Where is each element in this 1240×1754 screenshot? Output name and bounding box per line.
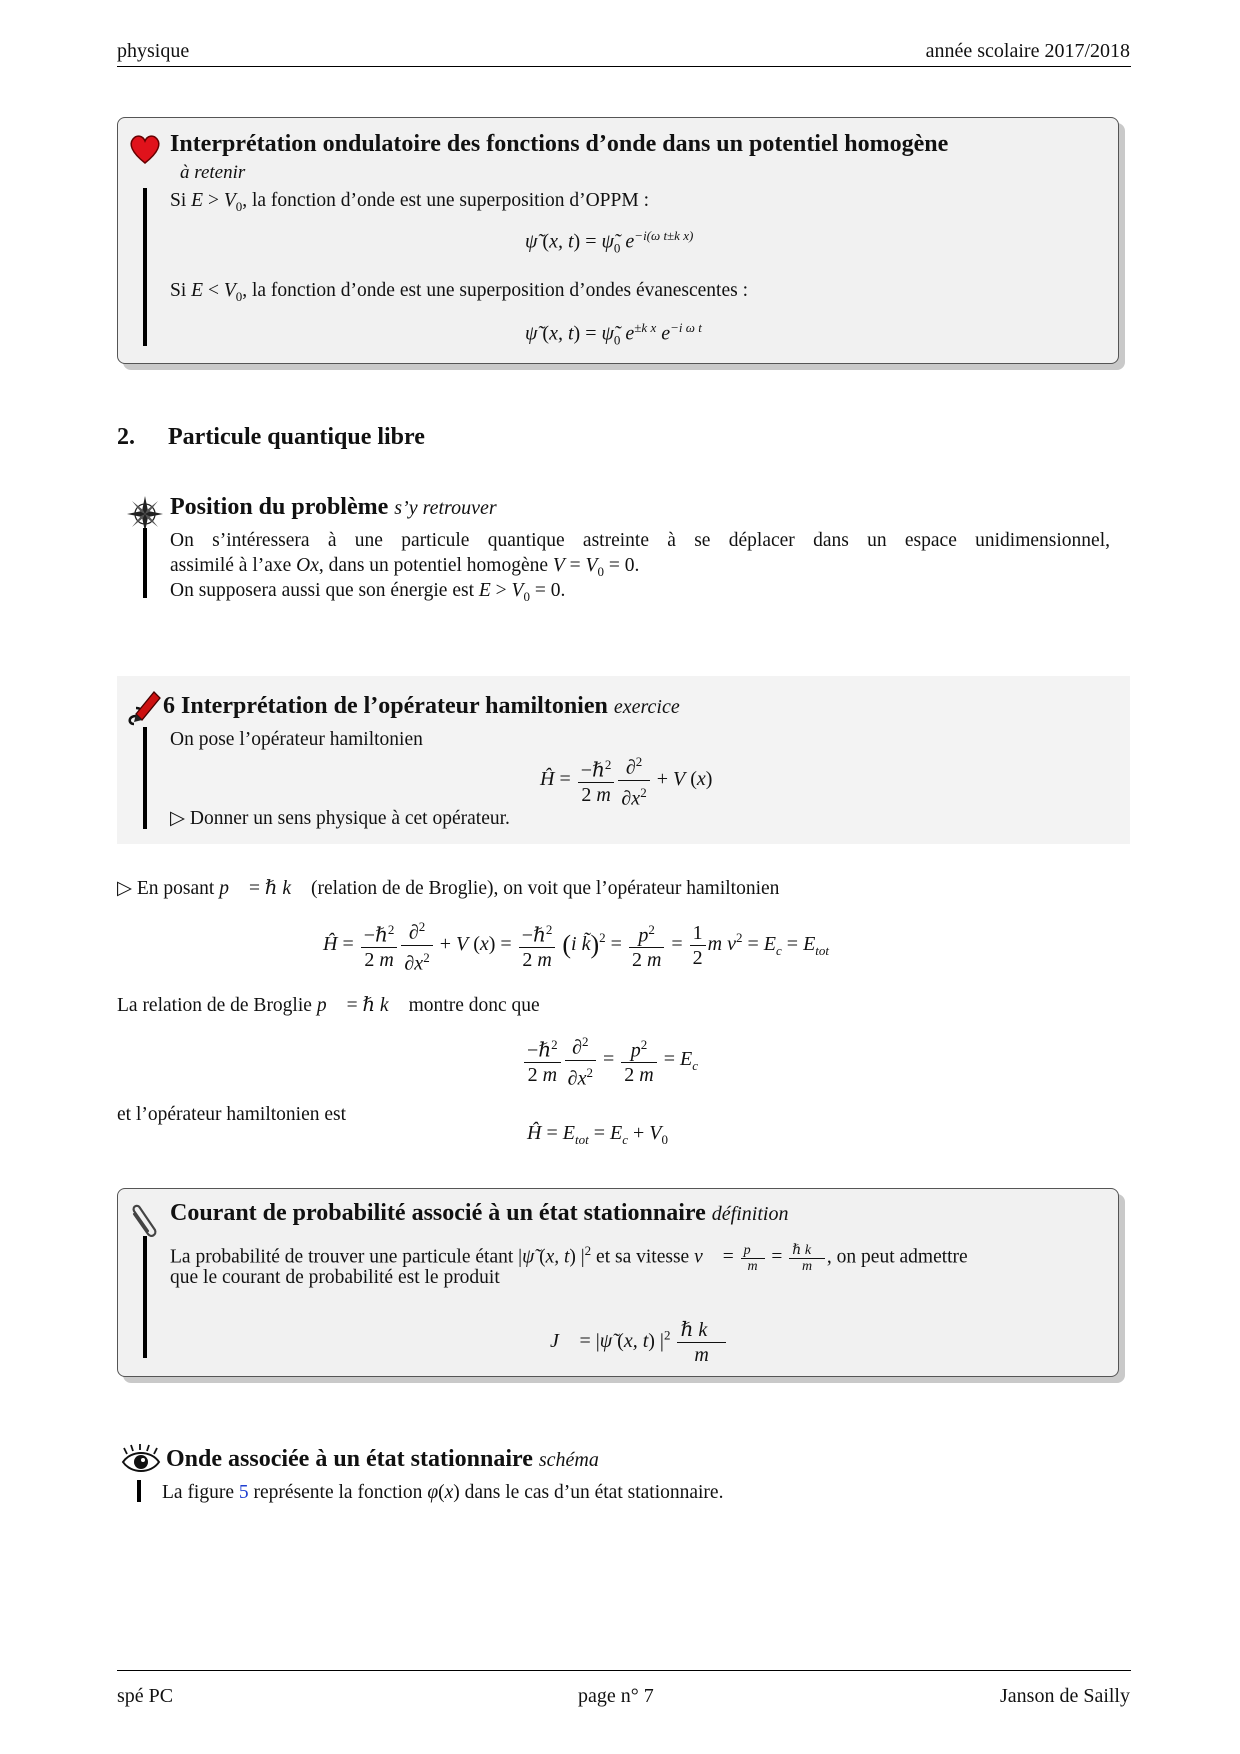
onde-title: Onde associée à un état stationnaire schéma <box>166 1446 599 1472</box>
retenir-title: Interprétation ondulatoire des fonctions d’onde dans un potentiel homogène <box>170 131 949 157</box>
header-left: physique <box>117 40 190 62</box>
answer-line2: La relation de de Broglie p⃗ = ℏ k⃗ montre donc que <box>117 995 540 1016</box>
answer-line1: ▷ En posant p⃗ = ℏ k⃗ (relation de de Broglie), on voit que l’opérateur hamiltonien <box>117 878 780 899</box>
onde-line: La figure 5 représente la fonction φ(x) dans le cas d’un état stationnaire. <box>162 1482 724 1503</box>
definition-bar <box>143 1236 147 1358</box>
header-rule <box>117 66 1131 67</box>
retenir-bar <box>143 188 147 346</box>
retenir-eq2: ψ̃ (x, $t) = \psĩ_0$ $e^{\pm k x}$ $e^{-i \omega t}$ <box>525 320 702 348</box>
definition-line1: La probabilité de trouver une particule étant |ψ̃ (x, t) $|^2$ et sa vitesse v⃗ = $\frac{p⃗}{m}$ = $\frac{\text{ℏ k⃗}}{m}$ , on peut admettre <box>170 1242 968 1274</box>
definition-line2: que le courant de probabilité est le produit <box>170 1267 500 1288</box>
answer-eq1: Ĥ = $\frac{-\hbar^2}{2 m}$ $\frac{\partial^2}{\partial x^2}$ + V (x) = $\frac{-\hbar^2}{2 m}$ (i k̃)$^2$ = $\frac{p^2}{2 m}$ = $\frac{1}{2}$ m $v^2 = E_c = E_{tot}$ <box>323 915 829 975</box>
position-line1: On s’intéressera à une particule quantique astreinte à se déplacer dans un espace unidimensionnel, <box>170 530 1110 551</box>
exercise-question: ▷ Donner un sens physique à cet opérateur. <box>170 808 510 829</box>
retenir-eq1: ψ̃ (x, $t) = \psĩ_0$ $e^{-i(\omega t\pm k x)}$ <box>525 228 694 256</box>
position-bar <box>143 528 147 598</box>
retenir-line2: Si $E < V_0$, la fonction d’onde est une superposition d’ondes évanescentes : <box>170 280 749 304</box>
position-line2: assimilé à l’axe Ox, dans un potentiel homogène $V = V_0 = 0$. <box>170 555 640 579</box>
definition-title: Courant de probabilité associé à un état stationnaire définition <box>170 1200 789 1226</box>
retenir-subtitle: à retenir <box>180 162 246 183</box>
exercise-eq: Ĥ = $\frac{-\hbar^2}{2 m}$ $\frac{\partial^2}{\partial x^2}$ + V (x) <box>540 750 712 810</box>
eye-icon <box>121 1444 161 1478</box>
footer-right: Janson de Sailly <box>1000 1685 1130 1707</box>
answer-eq2: $\frac{-\hbar^2}{2 m}$ $\frac{\partial^2}{\partial x^2}$ = $\frac{p^2}{2 m}$ = $E_c$ <box>522 1030 698 1090</box>
exercise-bar <box>143 727 147 829</box>
exercise-line1: On pose l’opérateur hamiltonien <box>170 729 423 750</box>
position-line3: On supposera aussi que son énergie est $E > V_0 = 0$. <box>170 580 566 604</box>
footer-center: page n° 7 <box>578 1685 654 1707</box>
onde-bar <box>137 1480 141 1502</box>
paperclip-icon <box>126 1200 162 1240</box>
heart-icon <box>127 131 163 167</box>
figure-link[interactable]: 5 <box>238 1482 249 1503</box>
retenir-line1: Si $E > V_0$, la fonction d’onde est une superposition d’OPPM : <box>170 190 649 214</box>
position-title: Position du problème s’y retrouver <box>170 494 497 520</box>
pen-icon <box>124 686 164 728</box>
section-number: 2. <box>117 424 135 450</box>
footer-left: spé PC <box>117 1685 174 1707</box>
exercise-title: 6 Interprétation de l’opérateur hamiltonien exercice <box>163 693 680 719</box>
footer-rule <box>117 1670 1131 1671</box>
section-title: Particule quantique libre <box>168 424 425 450</box>
definition-eq: J⃗ = |ψ̃ (x, t) $|^2$ $\frac{\text{ℏ k⃗}}{m}$ <box>550 1318 728 1367</box>
answer-line3: et l’opérateur hamiltonien est <box>117 1104 347 1125</box>
answer-eq-final: Ĥ = $E_{tot} = E_c + V_0$ <box>527 1122 668 1147</box>
header-right: année scolaire 2017/2018 <box>925 40 1130 62</box>
